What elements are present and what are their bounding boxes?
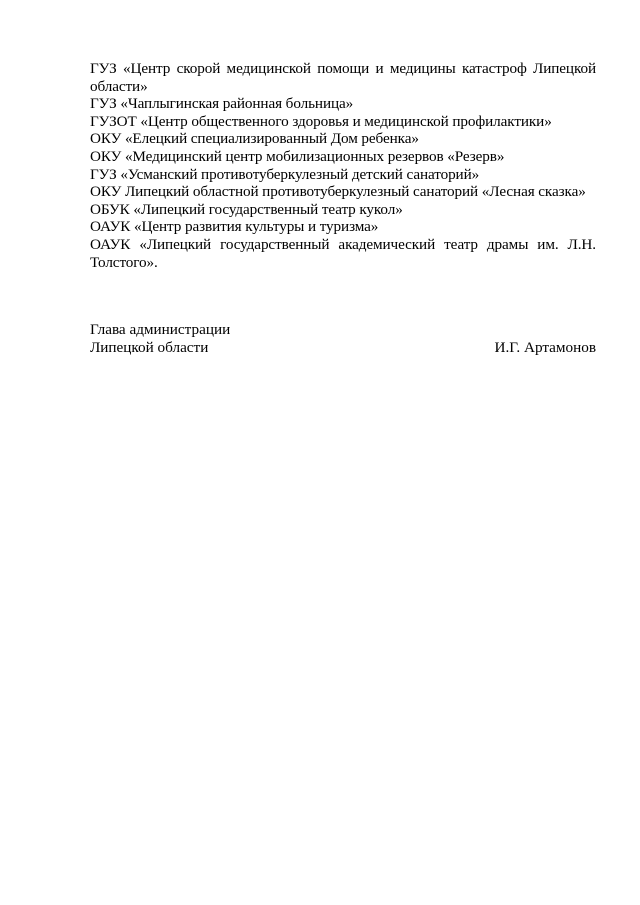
list-item: ГУЗ «Чаплыгинская районная больница»: [90, 95, 354, 113]
signature-row: [90, 339, 596, 357]
list-item: ОКУ «Елецкий специализированный Дом ребенка»: [90, 130, 419, 148]
list-item: ОКУ «Медицинский центр мобилизационных резервов «Резерв»: [90, 147, 505, 165]
signer-position-line2: Липецкой области: [90, 339, 209, 356]
list-item: ОКУ Липецкий областной противотуберкулезный санаторий «Лесная сказка»: [90, 183, 586, 201]
list-item: ОБУК «Липецкий государственный театр кукол»: [90, 200, 403, 218]
list-item: ОАУК «Липецкий государственный академический театр драмы им. Л.Н. Толстого».: [90, 235, 596, 271]
organization-list: [90, 60, 596, 271]
signer-position-line1: Глава администрации: [90, 321, 231, 338]
signature-block: [90, 321, 596, 357]
list-item: ГУЗОТ «Центр общественного здоровья и медицинской профилактики»: [90, 112, 552, 130]
list-item: ОАУК «Центр развития культуры и туризма»: [90, 218, 379, 236]
list-item: ГУЗ «Центр скорой медицинской помощи и медицины катастроф Липецкой области»: [90, 60, 596, 95]
signer-name: И.Г. Артамонов: [494, 339, 596, 356]
list-item: ГУЗ «Усманский противотуберкулезный детский санаторий»: [90, 165, 480, 183]
